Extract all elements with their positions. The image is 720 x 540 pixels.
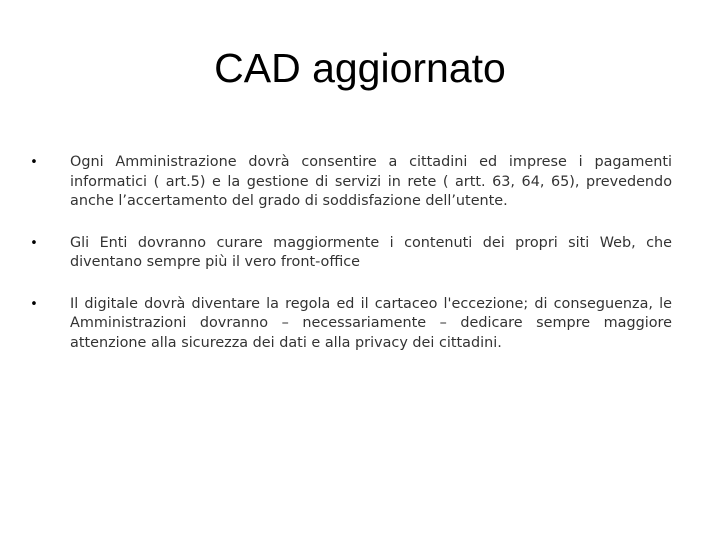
bullet-item — [28, 295, 672, 354]
bullet-text: Gli Enti dovranno curare maggiormente i contenuti dei propri siti Web, che diventano sempre più il vero front-office — [70, 234, 672, 270]
bullet-list — [28, 153, 672, 375]
slide-title: CAD aggiornato — [214, 45, 506, 91]
bullet-text: Il digitale dovrà diventare la regola ed il cartaceo l'eccezione; di conseguenza, le Amministrazioni dovranno – necessariamente – dedicare sempre maggiore attenzione alla sicurezza dei dati e alla privacy dei cittadini. — [70, 295, 672, 351]
bullet-dot-icon: • — [30, 155, 38, 170]
bullet-dot-icon: • — [30, 235, 38, 251]
bullet-item — [28, 234, 672, 273]
bullet-item — [28, 153, 672, 212]
bullet-text: Ogni Amministrazione dovrà consentire a cittadini ed imprese i pagamenti informatici ( art.5) e la gestione di servizi in rete ( artt. 63, 64, 65), prevedendo anche l’accertamento del grado di soddisfazione dell’utente. — [70, 154, 672, 209]
bullet-dot-icon: • — [30, 296, 38, 312]
